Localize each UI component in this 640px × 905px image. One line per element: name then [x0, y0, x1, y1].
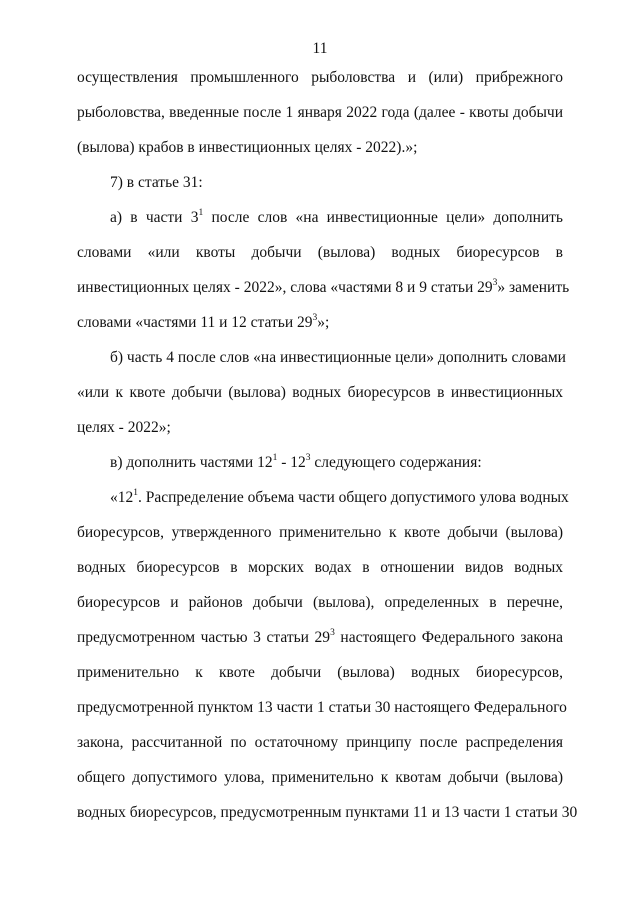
- text-line: словами «или квоты добычи (вылова) водных биоресурсов в: [77, 244, 563, 261]
- text-line: закона, рассчитанной по остаточному принципу после распределения: [77, 734, 563, 751]
- text-line: целях - 2022»;: [77, 419, 171, 436]
- text-line: водных биоресурсов, предусмотренным пунктами 11 и 13 части 1 статьи 30: [77, 804, 578, 821]
- list-item-b: б) часть 4 после слов «на инвестиционные цели» дополнить словами: [110, 349, 566, 366]
- text-line: инвестиционных целях - 2022», слова «частями 8 и 9 статьи $29^3$» заменить: [77, 277, 570, 296]
- text-line: осуществления промышленного рыболовства и (или) прибрежного: [77, 69, 563, 86]
- text-line: рыболовства, введенные после 1 января 2022 года (далее - квоты добычи: [77, 104, 563, 121]
- text-line: (вылова) крабов в инвестиционных целях - 2022).»;: [77, 139, 418, 156]
- page-number: 11: [312, 40, 328, 57]
- list-item-7: 7) в статье 31:: [110, 174, 203, 191]
- list-item-v: в) дополнить частями $12^1 - 12^3$ следующего содержания:: [110, 452, 482, 471]
- text-line: биоресурсов и районов добычи (вылова), определенных в перечне,: [77, 594, 563, 611]
- text-line: «или к квоте добычи (вылова) водных биоресурсов в инвестиционных: [77, 384, 563, 401]
- text-line: применительно к квоте добычи (вылова) водных биоресурсов,: [77, 664, 563, 681]
- text-line: биоресурсов, утвержденного применительно к квоте добычи (вылова): [77, 524, 563, 541]
- text-line: водных биоресурсов в морских водах в отношении видов водных: [77, 559, 563, 576]
- text-line: предусмотренном частью 3 статьи $29^3$ настоящего Федерального закона: [77, 627, 563, 646]
- text-line: предусмотренной пунктом 13 части 1 статьи 30 настоящего Федерального: [77, 699, 567, 716]
- paragraph-12-1-start: «$12^1$. Распределение объема части общего допустимого улова водных: [110, 487, 569, 506]
- list-item-a: а) в части $3^1$ после слов «на инвестиционные цели» дополнить: [110, 207, 564, 226]
- text-line: общего допустимого улова, применительно к квотам добычи (вылова): [77, 769, 563, 786]
- text-line: словами «частями 11 и 12 статьи $29^3$»;: [77, 312, 330, 331]
